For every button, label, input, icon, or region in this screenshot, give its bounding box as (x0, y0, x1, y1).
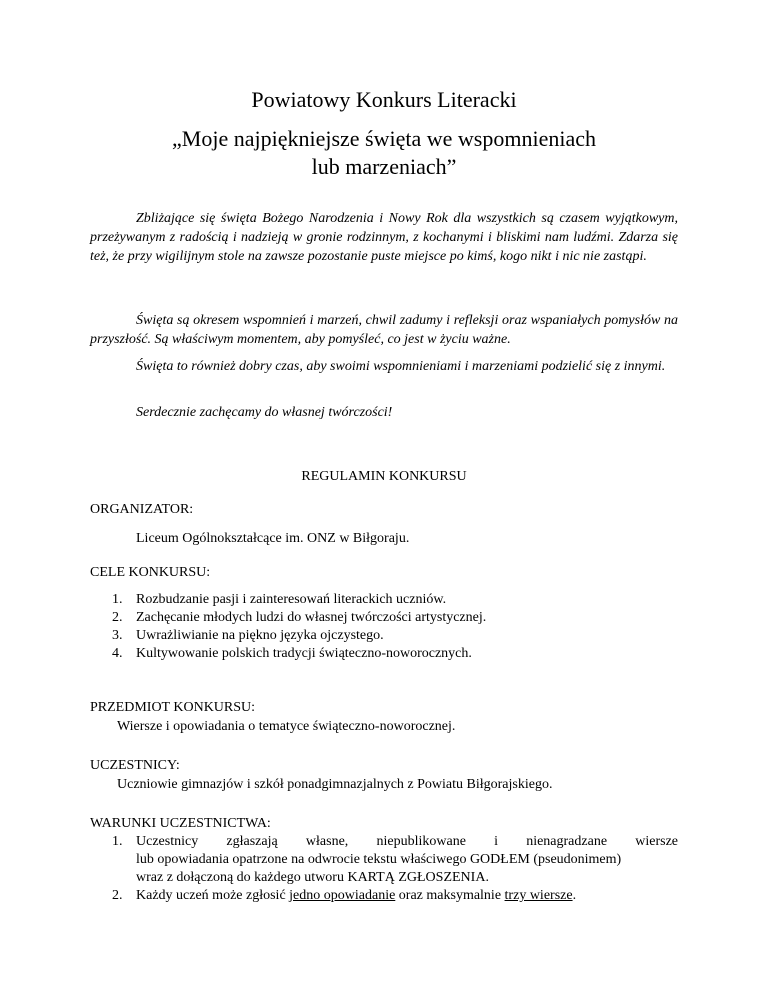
intro-paragraph-1: Zbliżające się święta Bożego Narodzenia i Nowy Rok dla wszystkich są czasem wyjątkowym, przeżywanym z radością i nadzieją w gronie rodzinnym, z kochanymi i bliskimi nam ludźmi. Zdarza się też, że przy wigilijnym stole na zawsze pozostanie puste miejsce po kimś, kogo nikt i nic nie zastąpi. (90, 211, 678, 264)
list-item: 1. Uczestnicy zgłaszają własne, niepublikowane i nienagradzane wiersze lub opowiadania opatrzone na odwrocie tekstu właściwego GODŁEM (pseudonimem) wraz z dołączoną do każdego utworu KARTĄ ZGŁOSZENIA. (112, 834, 678, 885)
underlined-one-story: jedno opowiadanie (289, 888, 396, 903)
condition-1-line2: lub opowiadania opatrzone na odwrocie tekstu właściwego GODŁEM (pseudonimem) (136, 852, 622, 867)
regulations-heading: REGULAMIN KONKURSU (301, 469, 467, 484)
list-item: 2. Każdy uczeń może zgłosić jedno opowiadanie oraz maksymalnie trzy wiersze. (112, 888, 577, 903)
condition-1-line1: Uczestnicy zgłaszają własne, niepublikowane i nienagradzane wiersze (136, 834, 678, 849)
conditions-list (112, 833, 678, 905)
list-item: 1. Rozbudzanie pasji i zainteresowań literackich uczniów. (112, 592, 447, 607)
organizer-value: Liceum Ogólnokształcące im. ONZ w Biłgoraju. (136, 531, 410, 546)
document-title: Powiatowy Konkurs Literacki (251, 87, 517, 112)
intro-paragraph-3: Święta to również dobry czas, aby swoimi wspomnieniami i marzeniami podzielić się z innymi. (136, 359, 666, 374)
underlined-three-poems: trzy wiersze (504, 888, 573, 903)
participants-label: UCZESTNICY: (90, 758, 180, 773)
list-item: 4. Kultywowanie polskich tradycji świąteczno-noworocznych. (112, 646, 472, 661)
goals-list (112, 591, 486, 663)
list-item: 3. Uwrażliwianie na piękno języka ojczystego. (112, 628, 384, 643)
document-subtitle-line2: lub marzeniach” (311, 154, 457, 179)
list-item: 2. Zachęcanie młodych ludzi do własnej twórczości artystycznej. (112, 610, 487, 625)
document-subtitle-line1: „Moje najpiękniejsze święta we wspomnieniach (172, 126, 596, 151)
intro-paragraph-2: Święta są okresem wspomnień i marzeń, chwil zadumy i refleksji oraz wspaniałych pomysłów na przyszłość. Są właściwym momentem, aby pomyśleć, co jest w życiu ważne. (90, 313, 678, 347)
conditions-label: WARUNKI UCZESTNICTWA: (90, 816, 271, 831)
subject-value: Wiersze i opowiadania o tematyce świąteczno-noworocznej. (117, 719, 456, 734)
goals-label: CELE KONKURSU: (90, 565, 211, 580)
intro-paragraph-4: Serdecznie zachęcamy do własnej twórczości! (136, 405, 393, 420)
subject-label: PRZEDMIOT KONKURSU: (90, 700, 256, 715)
condition-1-line3: wraz z dołączoną do każdego utworu KARTĄ ZGŁOSZENIA. (136, 870, 489, 885)
organizer-label: ORGANIZATOR: (90, 502, 194, 517)
participants-value: Uczniowie gimnazjów i szkół ponadgimnazjalnych z Powiatu Biłgorajskiego. (117, 777, 553, 792)
